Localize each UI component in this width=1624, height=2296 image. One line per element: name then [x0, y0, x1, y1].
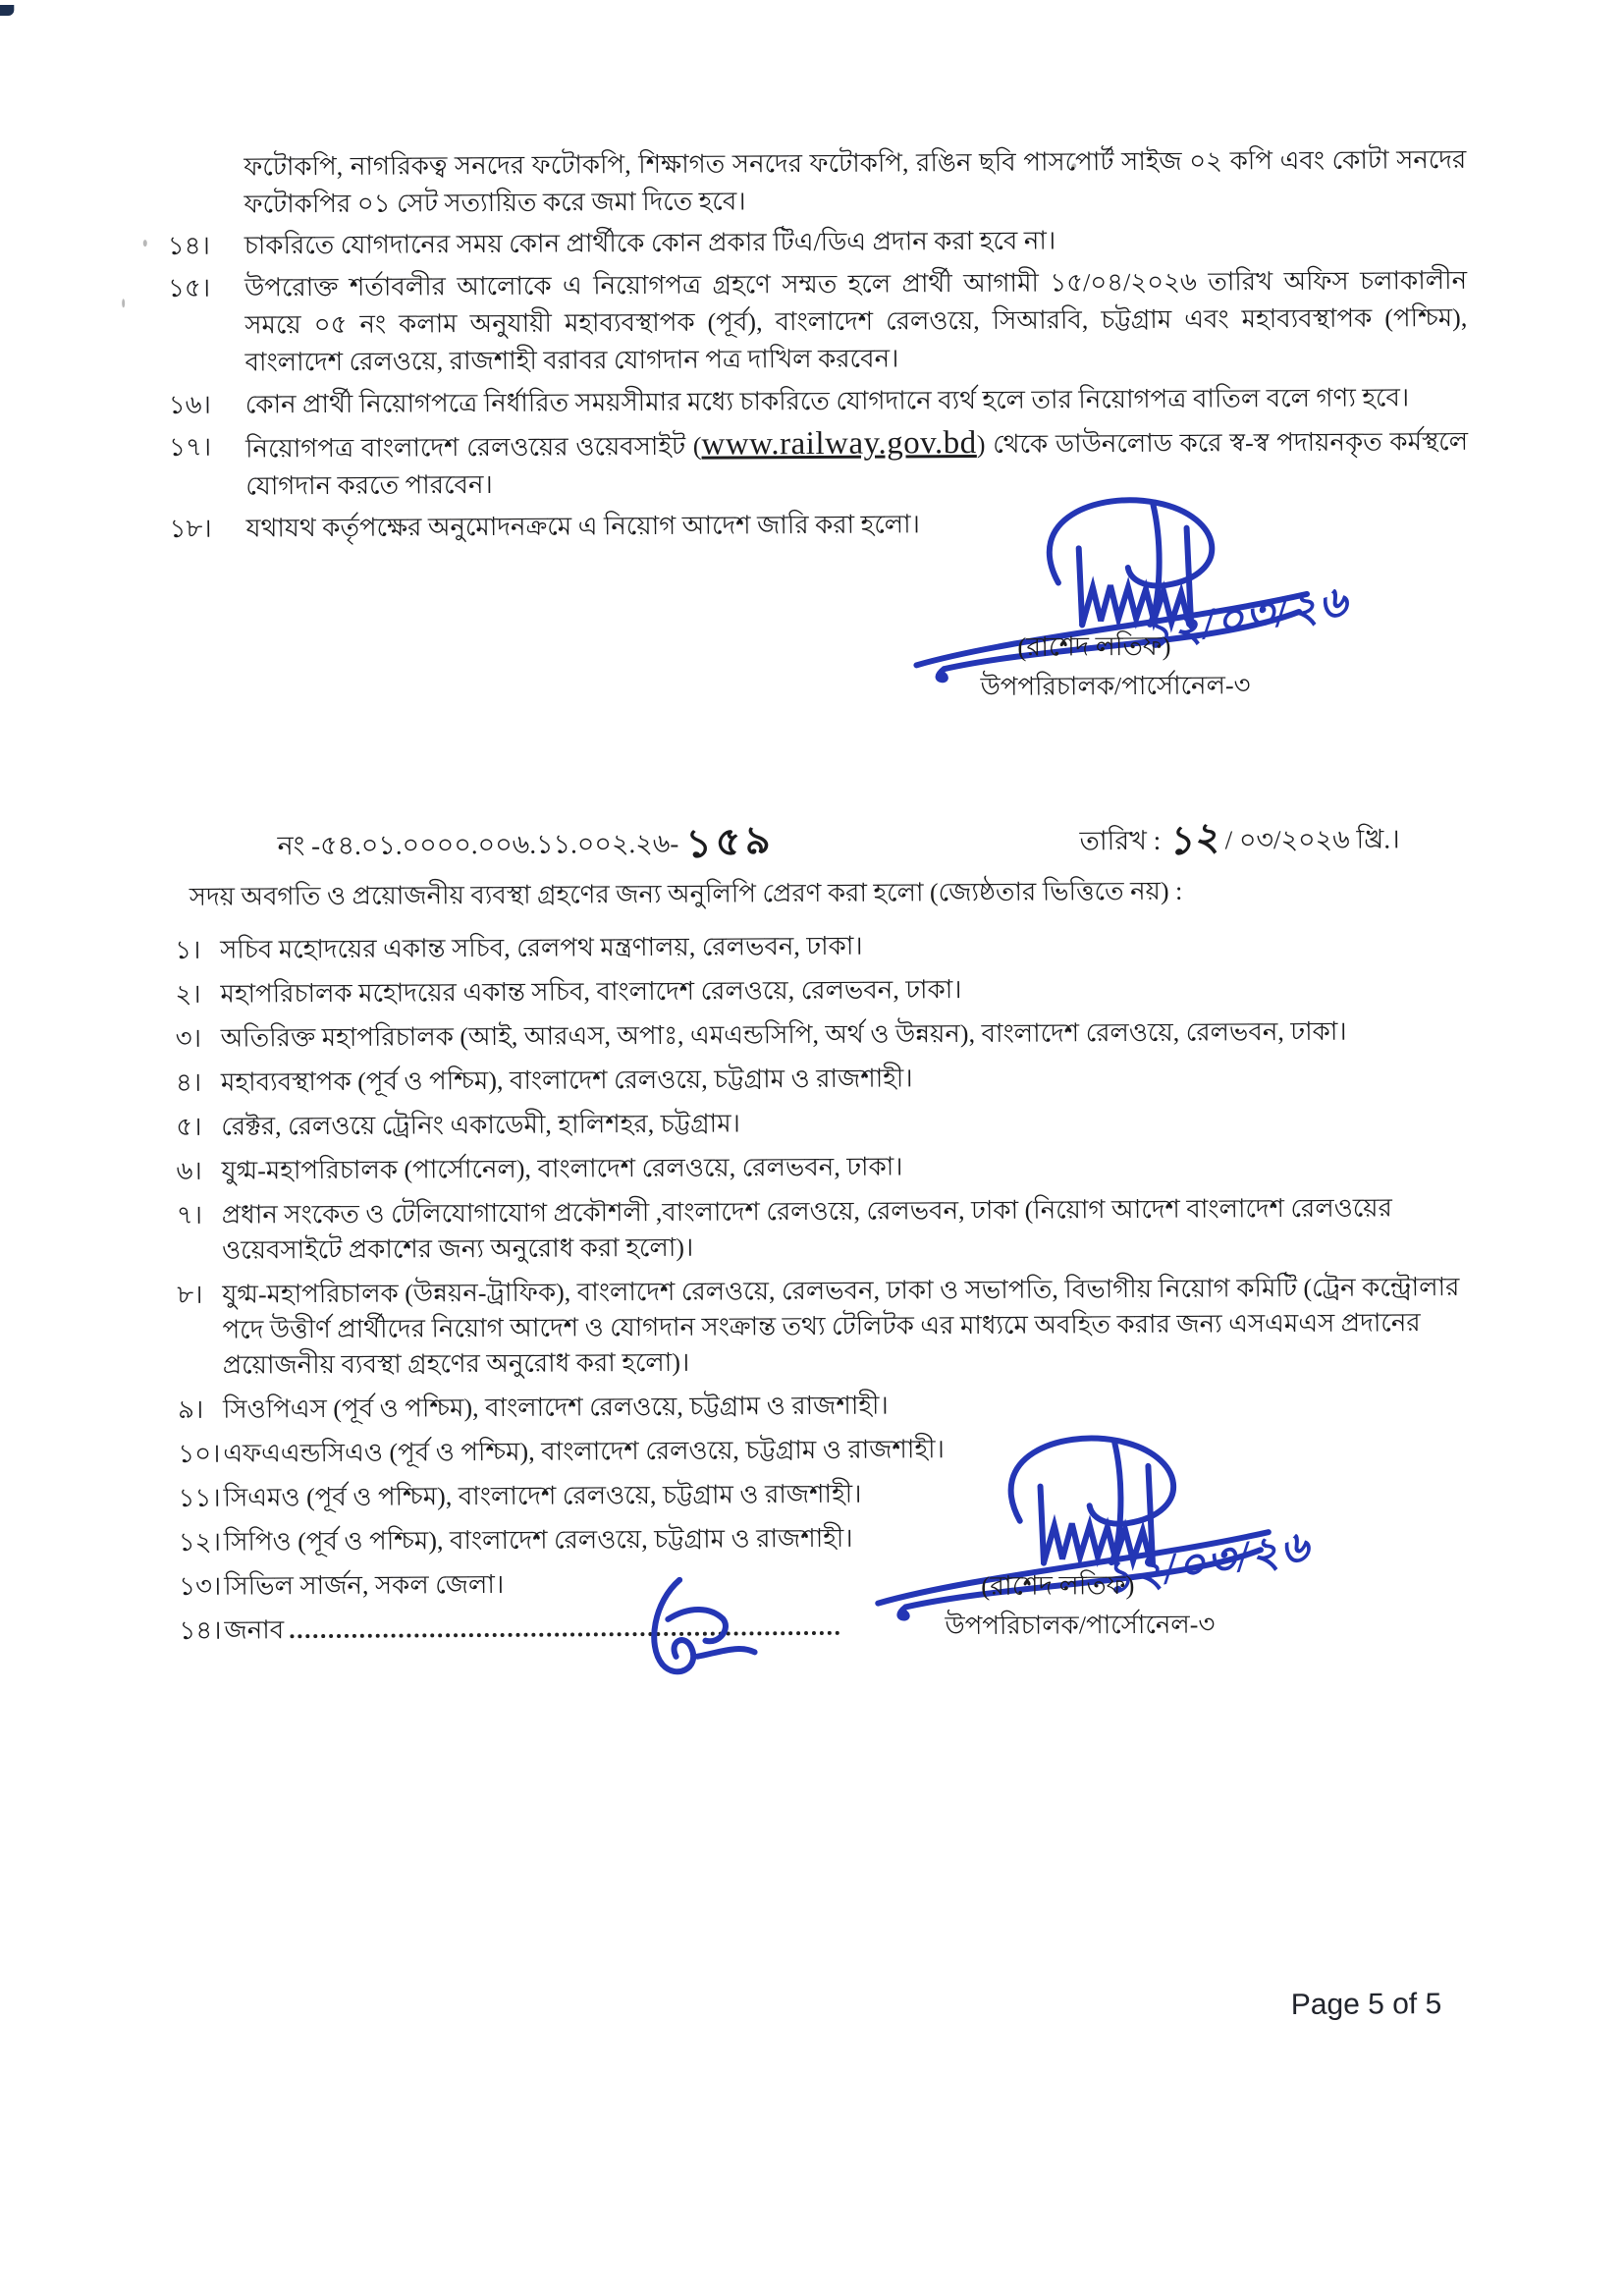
list-item: [3, 1384, 1624, 1429]
reference-line: [0, 802, 1623, 867]
item-number: ১৭।: [168, 432, 212, 462]
item-text: সিওপিএস (পূর্ব ও পশ্চিম), বাংলাদেশ রেলওয়ে, চট্টগ্রাম ও রাজশাহী।: [222, 1391, 889, 1424]
list-item: [3, 1472, 1624, 1517]
list-item: [1, 1057, 1624, 1102]
list-item: [0, 219, 1620, 266]
item-number: ১৮।: [169, 514, 212, 543]
item-number: ৯।: [177, 1394, 204, 1424]
item-text: সিভিল সার্জন, সকল জেলা।: [224, 1569, 505, 1601]
item-number: ১১।: [178, 1483, 221, 1512]
item-text: এফএএন্ডসিএও (পূর্ব ও পশ্চিম), বাংলাদেশ রেলওয়ে, চট্টগ্রাম ও রাজশাহী।: [223, 1435, 945, 1468]
item-text: রেক্টর, রেলওয়ে ট্রেনিং একাডেমী, হালিশহর, চট্টগ্রাম।: [221, 1109, 740, 1141]
item-text: সচিব মহোদয়ের একান্ত সচিব, রেলপথ মন্ত্রণালয়, রেলভবন, ঢাকা।: [220, 931, 863, 964]
list-item: [0, 924, 1624, 969]
list-item: [0, 261, 1621, 383]
date-day-handwritten: ১২: [1164, 813, 1221, 864]
signatory-name-bottom: (রাশেদ লতিফ): [981, 1570, 1135, 1601]
list-item: [0, 378, 1621, 425]
item-number: ১৬।: [168, 390, 211, 419]
distribution-section: [0, 871, 1624, 1659]
distribution-heading: সদয় অবগতি ও প্রয়োজনীয় ব্যবস্থা গ্রহণের জন্য অনুলিপি প্রেরণ করা হলো (জ্যেষ্ঠতার ভিত্তিতে নয়) :: [189, 876, 1183, 911]
list-item: [0, 502, 1622, 549]
website-link[interactable]: www.railway.gov.bd: [701, 424, 977, 463]
item-number: ১।: [175, 935, 201, 964]
list-item: [3, 1428, 1624, 1473]
item-text: প্রধান সংকেত ও টেলিযোগাযোগ প্রকৌশলী ,বাংলাদেশ রেলওয়ে, রেলভবন, ঢাকা (নিয়োগ আদেশ বাংলাদেশ রেলওয়ের ওয়েবসাইটে প্রকাশের জন্য অনুরোধ করা হলো)।: [221, 1193, 1392, 1265]
item-text: চাকরিতে যোগদানের সময় কোন প্রার্থীকে কোন প্রকার টিএ/ডিএ প্রদান করা হবে না।: [244, 226, 1056, 260]
list-item: [2, 1189, 1624, 1270]
item-text: যুগ্ম-মহাপরিচালক (পার্সোনেল), বাংলাদেশ রেলওয়ে, রেলভবন, ঢাকা।: [221, 1152, 903, 1185]
signature-date-top: ১২/০৩/২৬: [1139, 576, 1353, 659]
item-text: যুগ্ম-মহাপরিচালক (উন্নয়ন-ট্রাফিক), বাংলাদেশ রেলওয়ে, রেলভবন, ঢাকা ও সভাপতি, বিভাগীয় নিয়োগ কমিটি (ট্রেন কন্ট্রোলার পদে উত্তীর্ণ প্রার্থীদের নিয়োগ আদেশ ও যোগদান সংক্রান্ত তথ্য টেলিটক এর মাধ্যমে অবহিত করার জন্য এসএমএস প্রদানের প্রয়োজনীয় ব্যবস্থা গ্রহণের অনুরোধ করা হলো)।: [222, 1272, 1460, 1380]
item-number: ১৩।: [179, 1571, 222, 1601]
item-number: ৪।: [175, 1067, 202, 1097]
term-13-continuation-text: ফটোকপি, নাগরিকত্ব সনদের ফটোকপি, শিক্ষাগত সনদের ফটোকপি, রঙিন ছবি পাসপোর্ট সাইজ ০২ কপি এবং কোটা সনদের ফটোকপির ০১ সেট সত্যায়িত করে জমা দিতে হবে।: [244, 144, 1467, 219]
memo-number: [277, 807, 774, 876]
scan-corner-artifact: [0, 5, 14, 16]
terms-section: [0, 140, 1622, 554]
list-item: [4, 1605, 1624, 1650]
date-label: তারিখ :: [1079, 825, 1162, 856]
list-item: [2, 1269, 1624, 1385]
item-number: ৫।: [176, 1112, 202, 1141]
list-item: [4, 1560, 1624, 1606]
date-rest: / ০৩/২০২৬ খ্রি.।: [1224, 824, 1400, 855]
item-number: ৮।: [177, 1280, 203, 1309]
item-number: ৭।: [176, 1200, 203, 1230]
list-item: [4, 1516, 1624, 1561]
item-number: ২।: [175, 979, 201, 1009]
signatory-name-top: (রাশেদ লতিফ): [1017, 630, 1171, 662]
item-number: ১৪।: [167, 231, 210, 260]
item-number: ৬।: [176, 1156, 202, 1185]
item-number: ১৪।: [179, 1615, 222, 1645]
memo-number-printed: নং -৫৪.০১.০০০০.০০৬.১১.০০২.২৬-: [277, 828, 679, 861]
distribution-list: [0, 924, 1624, 1650]
signatory-designation-bottom: উপপরিচালক/পার্সোনেল-৩: [945, 1610, 1216, 1641]
page-number-footer: [1291, 1988, 1442, 2022]
initials-signature-ink: [628, 1561, 767, 1690]
page-number-text: Page 5 of 5: [1290, 1988, 1442, 2022]
list-item: [1, 1145, 1624, 1190]
item-number: ১০।: [178, 1439, 221, 1468]
terms-list: [0, 219, 1622, 549]
item-number: ৩।: [175, 1023, 202, 1053]
list-item: [1, 1012, 1624, 1058]
item-text: কোন প্রার্থী নিয়োগপত্রে নির্ধারিত সময়সীমার মধ্যে চাকরিতে যোগদানে ব্যর্থ হলে তার নিয়োগপত্র বাতিল বলে গণ্য হবে।: [244, 383, 1410, 419]
item-text: যথাযথ কর্তৃপক্ষের অনুমোদনক্রমে এ নিয়োগ আদেশ জারি করা হলো।: [245, 510, 921, 543]
item-text: মহাপরিচালক মহোদয়ের একান্ত সচিব, বাংলাদেশ রেলওয়ে, রেলভবন, ঢাকা।: [220, 975, 962, 1009]
item-text: অতিরিক্ত মহাপরিচালক (আই, আরএস, অপাঃ, এমএন্ডসিপি, অর্থ ও উন্নয়ন), বাংলাদেশ রেলওয়ে, রেলভবন, ঢাকা।: [220, 1016, 1347, 1053]
item-text: উপরোক্ত শর্তাবলীর আলোকে এ নিয়োগপত্র গ্রহণে সম্মত হলে প্রার্থী আগামী ১৫/০৪/২০২৬ তারিখ অফিস চলাকালীন সময়ে ০৫ নং কলাম অনুযায়ী মহাব্যবস্থাপক (পূর্ব), বাংলাদেশ রেলওয়ে, সিআরবি, চট্টগ্রাম এবং মহাব্যবস্থাপক (পশ্চিম), বাংলাদেশ রেলওয়ে, রাজশাহী বরাবর যোগদান পত্র দাখিল করবেন।: [244, 265, 1468, 377]
list-item: [0, 420, 1621, 507]
list-item: [1, 1101, 1624, 1146]
list-item: [0, 968, 1624, 1013]
item-text: মহাব্যবস্থাপক (পূর্ব ও পশ্চিম), বাংলাদেশ রেলওয়ে, চট্টগ্রাম ও রাজশাহী।: [220, 1064, 913, 1097]
memo-number-handwritten: ১৫৯: [683, 816, 776, 867]
item-number: ১৫।: [167, 273, 211, 302]
item-number: ১২।: [178, 1527, 222, 1557]
item-text: সিএমও (পূর্ব ও পশ্চিম), বাংলাদেশ রেলওয়ে, চট্টগ্রাম ও রাজশাহী।: [223, 1479, 862, 1512]
signature-date-bottom: ১২/০৩/২৬: [1100, 1521, 1315, 1604]
item-text: জনাব: [224, 1606, 1500, 1649]
item-text: নিয়োগপত্র বাংলাদেশ রেলওয়ের ওয়েবসাইট (www.railway.gov.bd) থেকে ডাউনলোড করে স্ব-স্ব পদায়নকৃত কর্মস্থলে যোগদান করতে পারবেন।: [244, 424, 1469, 501]
signatory-designation-top: উপপরিচালক/পার্সোনেল-৩: [980, 671, 1251, 701]
memo-date: [1079, 803, 1400, 871]
item-text: সিপিও (পূর্ব ও পশ্চিম), বাংলাদেশ রেলওয়ে, চট্টগ্রাম ও রাজশাহী।: [223, 1523, 853, 1557]
